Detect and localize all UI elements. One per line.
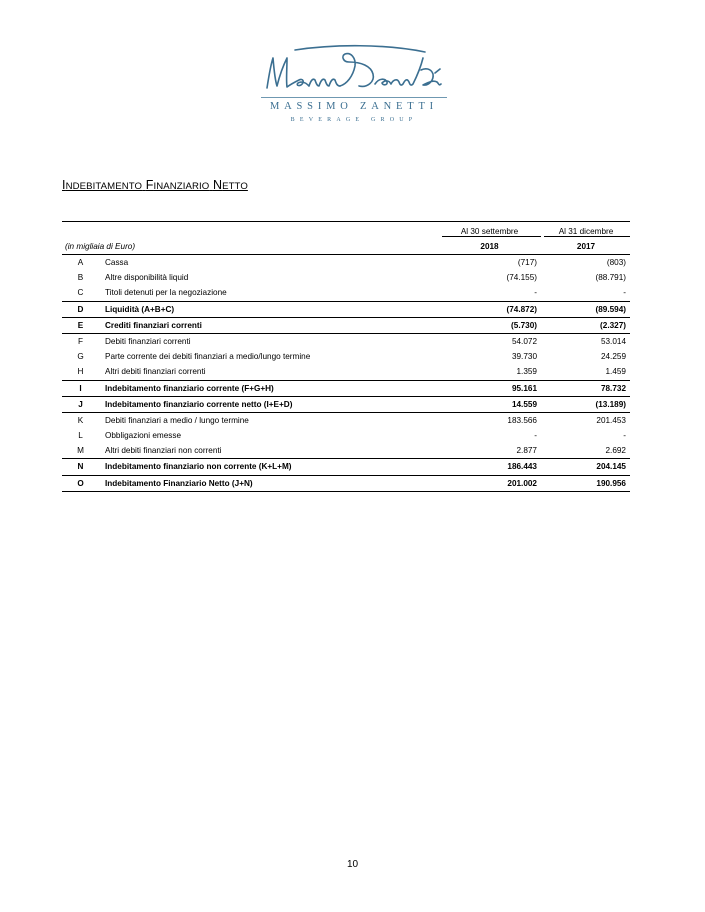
- col2-year-header: 2017: [576, 242, 596, 251]
- col1-header-rule: [442, 236, 541, 237]
- table-row: [62, 412, 630, 428]
- row-code: I: [79, 383, 82, 393]
- page-number: 10: [346, 859, 359, 870]
- table-header: [62, 222, 630, 255]
- row-value-2017: 53.014: [600, 336, 626, 346]
- col2-period-header: Al 31 dicembre: [558, 227, 614, 236]
- row-description: Parte corrente dei debiti finanziari a medio/lungo termine: [105, 352, 311, 362]
- col1-period-header: Al 30 settembre: [460, 227, 519, 236]
- row-code: N: [77, 462, 84, 472]
- table-row: [62, 317, 630, 333]
- row-description: Indebitamento finanziario corrente (F+G+H): [105, 383, 274, 393]
- table-row: [62, 301, 630, 317]
- logo-rule: [261, 97, 447, 98]
- row-value-2018: 2.877: [516, 446, 537, 456]
- row-value-2018: 1.359: [516, 367, 537, 377]
- row-code: E: [77, 320, 84, 330]
- row-value-2018: 39.730: [511, 352, 537, 362]
- row-description: Debiti finanziari correnti: [105, 336, 191, 346]
- row-value-2018: 186.443: [507, 462, 537, 472]
- row-value-2017: (803): [606, 258, 626, 267]
- row-value-2017: -: [623, 431, 626, 441]
- table-row: [62, 255, 630, 270]
- row-description: Indebitamento finanziario corrente netto (I+E+D): [105, 399, 293, 409]
- row-description: Indebitamento finanziario non corrente (K+L+M): [105, 462, 292, 472]
- row-description: Cassa: [105, 258, 129, 267]
- page-title: [62, 178, 248, 192]
- row-description: Altri debiti finanziari non correnti: [105, 446, 222, 456]
- row-value-2018: -: [534, 431, 537, 441]
- row-value-2017: (89.594): [595, 304, 626, 314]
- table-row: [62, 270, 630, 285]
- row-description: Liquidità (A+B+C): [105, 304, 175, 314]
- title-initial-2: F: [145, 178, 154, 192]
- row-value-2017: (88.791): [595, 273, 626, 283]
- row-value-2017: (2.327): [600, 320, 626, 330]
- table-row: [62, 333, 630, 349]
- row-value-2018: 183.566: [507, 415, 537, 425]
- row-value-2017: 190.956: [596, 478, 626, 488]
- table-row: [62, 285, 630, 300]
- table-row: [62, 458, 630, 474]
- row-description: Altre disponibilità liquid: [105, 273, 189, 283]
- row-value-2018: 54.072: [511, 336, 537, 346]
- row-value-2017: (13.189): [595, 399, 626, 409]
- table-row: [62, 475, 630, 492]
- table-body: [62, 255, 630, 492]
- row-value-2017: 24.259: [600, 352, 626, 362]
- company-name: MASSIMO ZANETTI: [270, 101, 438, 112]
- table-row: [62, 364, 630, 379]
- row-value-2017: 1.459: [605, 367, 626, 377]
- company-logo: [255, 40, 450, 132]
- row-description: Crediti finanziari correnti: [105, 320, 202, 330]
- row-value-2017: 2.692: [605, 446, 626, 456]
- row-description: Debiti finanziari a medio / lungo termine: [105, 415, 249, 425]
- row-code: F: [77, 336, 83, 346]
- signature-logo-icon: [255, 40, 450, 98]
- col2-header-rule: [544, 236, 630, 237]
- col1-year-header: 2018: [480, 242, 499, 251]
- row-value-2018: 201.002: [507, 478, 537, 488]
- row-code: M: [77, 446, 84, 456]
- title-initial-1: I: [62, 178, 66, 192]
- row-value-2018: 95.161: [511, 383, 537, 393]
- row-value-2018: (74.155): [506, 273, 537, 283]
- title-rest-3: ETTO: [222, 181, 248, 192]
- row-value-2018: (5.730): [511, 320, 537, 330]
- title-initial-3: N: [212, 178, 223, 192]
- title-rest-2: INANZIARIO: [153, 181, 210, 192]
- row-code: K: [77, 415, 84, 425]
- row-code: C: [77, 288, 84, 298]
- company-subtitle: BEVERAGE GROUP: [290, 117, 418, 123]
- table-row: [62, 428, 630, 443]
- row-value-2018: 14.559: [511, 399, 537, 409]
- row-value-2017: -: [623, 288, 626, 298]
- table-row: [62, 396, 630, 412]
- row-value-2017: 204.145: [596, 462, 626, 472]
- row-code: G: [77, 352, 84, 362]
- row-value-2018: (717): [517, 258, 537, 267]
- row-code: O: [77, 478, 84, 488]
- row-description: Altri debiti finanziari correnti: [105, 367, 206, 377]
- row-value-2017: 78.732: [600, 383, 626, 393]
- table-row: [62, 443, 630, 458]
- row-code: B: [77, 273, 84, 283]
- row-code: D: [77, 304, 84, 314]
- row-code: A: [77, 258, 84, 267]
- row-description: Titoli detenuti per la negoziazione: [105, 288, 227, 298]
- row-description: Obbligazioni emesse: [105, 431, 182, 441]
- row-value-2018: (74.872): [506, 304, 537, 314]
- row-value-2017: 201.453: [596, 415, 626, 425]
- row-code: L: [78, 431, 83, 441]
- unit-label: (in migliaia di Euro): [65, 242, 136, 251]
- table-row: [62, 380, 630, 396]
- title-rest-1: NDEBITAMENTO: [65, 181, 143, 192]
- row-description: Indebitamento Finanziario Netto (J+N): [105, 478, 253, 488]
- table-row: [62, 349, 630, 364]
- row-code: J: [78, 399, 83, 409]
- row-value-2018: -: [534, 288, 537, 298]
- row-code: H: [77, 367, 84, 377]
